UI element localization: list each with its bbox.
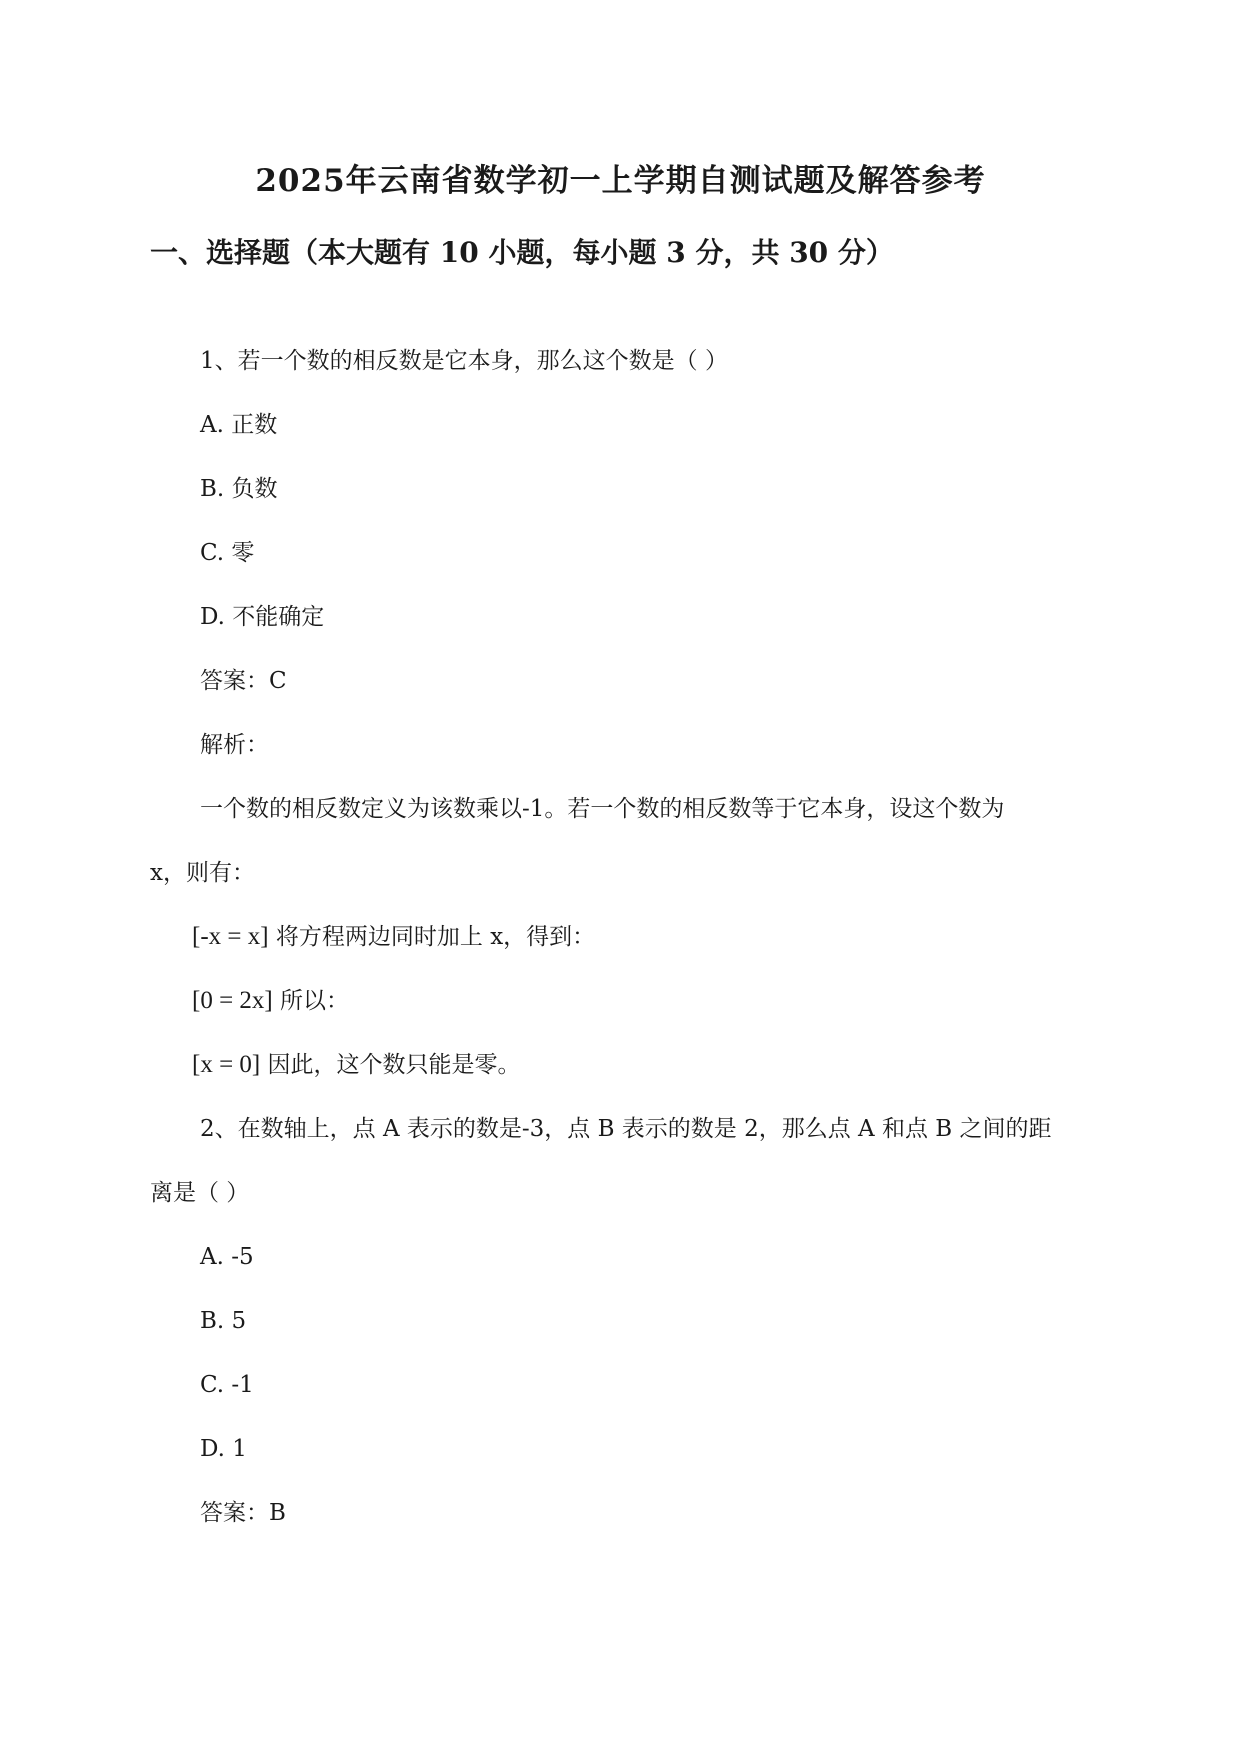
step-1-text: 将方程两边同时加上 x，得到：: [268, 924, 596, 950]
question-1-option-c: C. 零: [200, 540, 255, 566]
question-2-stem-line-1: 2、在数轴上，点 A 表示的数是-3，点 B 表示的数是 2，那么点 A 和点 B 之间的距: [200, 1116, 1052, 1142]
question-2-option-a: A. -5: [200, 1244, 254, 1270]
question-2-option-b: B. 5: [200, 1308, 247, 1334]
question-2-option-d: D. 1: [200, 1436, 247, 1462]
step-3-equation: [x = 0]: [192, 1051, 261, 1078]
section-heading: 一、选择题（本大题有 10 小题，每小题 3 分，共 30 分）: [150, 236, 894, 269]
question-1-analysis-label: 解析：: [200, 732, 269, 758]
question-1-option-a: A. 正数: [200, 412, 278, 438]
question-1-step-1: [192, 922, 595, 952]
question-1-answer: 答案：C: [200, 668, 287, 694]
document-title: 2025年云南省数学初一上学期自测试题及解答参考: [255, 163, 986, 199]
question-2-stem-line-2: 离是（ ）: [150, 1180, 250, 1206]
question-1-option-b: B. 负数: [200, 476, 278, 502]
question-1-stem: 1、若一个数的相反数是它本身，那么这个数是（ ）: [200, 348, 728, 374]
step-3-text: 因此，这个数只能是零。: [260, 1052, 521, 1078]
question-2-answer: 答案：B: [200, 1500, 286, 1526]
question-1-analysis-line-2: x，则有：: [150, 860, 255, 886]
question-1-step-3: [192, 1050, 521, 1080]
question-1-step-2: [192, 986, 349, 1016]
question-1-analysis-line-1: 一个数的相反数定义为该数乘以-1。若一个数的相反数等于它本身，设这个数为: [200, 796, 1005, 822]
step-2-equation: [0 = 2x]: [192, 987, 273, 1014]
step-1-equation: [-x = x]: [192, 923, 269, 950]
step-2-text: 所以：: [272, 988, 350, 1014]
question-2-option-c: C. -1: [200, 1372, 254, 1398]
question-1-option-d: D. 不能确定: [200, 604, 325, 630]
